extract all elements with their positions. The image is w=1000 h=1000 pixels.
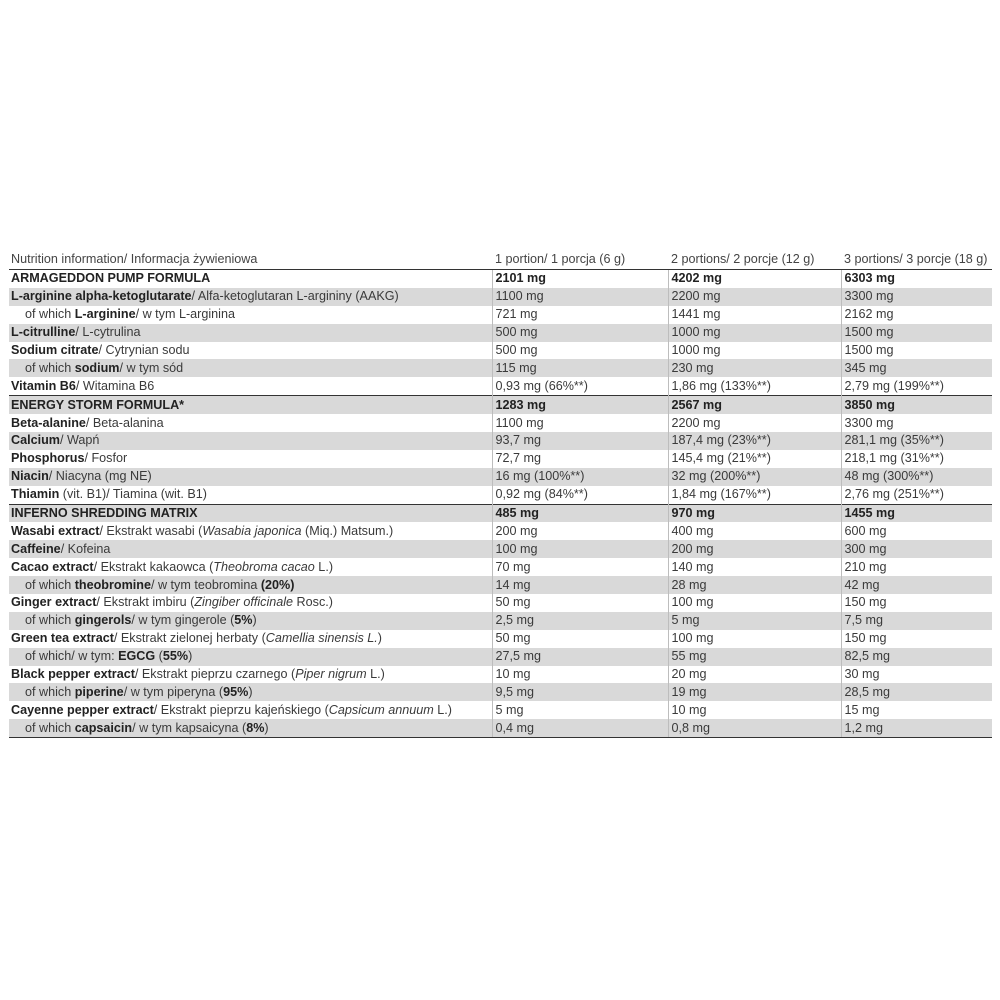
- value-2-portions: 20 mg: [668, 666, 841, 684]
- label-part: Ginger extract: [11, 595, 97, 610]
- value-3-portions: 345 mg: [841, 359, 992, 377]
- value-2-portions: 2567 mg: [668, 396, 841, 414]
- value-2-portions: 1000 mg: [668, 324, 841, 342]
- label-part: gingerols: [74, 613, 132, 628]
- ingredient-name: [9, 594, 492, 612]
- ingredient-label: [11, 379, 154, 393]
- table-row: [9, 342, 992, 360]
- label-part: (: [155, 649, 163, 664]
- ingredient-name: [9, 414, 492, 432]
- ingredient-label: [11, 578, 294, 593]
- table-row: [9, 432, 992, 450]
- ingredient-name: [9, 719, 492, 737]
- value-2-portions: 145,4 mg (21%**): [668, 450, 841, 468]
- ingredient-label: [11, 271, 210, 285]
- header-label: Nutrition information/ Informacja żywieniowa: [9, 245, 492, 270]
- label-part: / w tym kapsaicyna (: [132, 720, 247, 735]
- value-1-portion: 14 mg: [492, 576, 668, 594]
- label-part: / Ekstrakt wasabi (: [99, 523, 203, 538]
- ingredient-label: [11, 307, 235, 322]
- label-part: of which: [25, 720, 75, 735]
- value-1-portion: 50 mg: [492, 594, 668, 612]
- label-part: Piper nigrum: [295, 667, 367, 682]
- ingredient-name: [9, 306, 492, 324]
- label-part: / w tym teobromina: [150, 577, 261, 592]
- label-part: (Miq.) Matsum.): [301, 523, 394, 538]
- ingredient-label: [11, 703, 452, 717]
- value-2-portions: 0,8 mg: [668, 719, 841, 737]
- table-row: [9, 701, 992, 719]
- label-part: of which: [25, 684, 75, 699]
- ingredient-name: [9, 342, 492, 360]
- value-3-portions: 1455 mg: [841, 504, 992, 522]
- label-part: ): [248, 684, 253, 699]
- value-1-portion: 2101 mg: [492, 270, 668, 288]
- label-part: 95%: [223, 684, 249, 699]
- ingredient-name: [9, 648, 492, 666]
- label-part: L.): [366, 667, 385, 682]
- value-3-portions: 6303 mg: [841, 270, 992, 288]
- value-3-portions: 2,79 mg (199%**): [841, 377, 992, 395]
- value-3-portions: 2162 mg: [841, 306, 992, 324]
- label-part: of which: [25, 577, 75, 592]
- value-1-portion: 200 mg: [492, 522, 668, 540]
- label-part: / Kofeina: [60, 541, 111, 556]
- header-3-portions: 3 portions/ 3 porcje (18 g): [841, 245, 992, 270]
- ingredient-label: [11, 416, 164, 430]
- label-part: Sodium citrate: [11, 343, 99, 357]
- value-2-portions: 4202 mg: [668, 270, 841, 288]
- value-2-portions: 1000 mg: [668, 342, 841, 360]
- value-1-portion: 100 mg: [492, 540, 668, 558]
- table-row: [9, 414, 992, 432]
- value-3-portions: 218,1 mg (31%**): [841, 450, 992, 468]
- section-row: [9, 396, 992, 414]
- label-part: Calcium: [11, 433, 60, 448]
- value-3-portions: 3300 mg: [841, 414, 992, 432]
- table-row: [9, 683, 992, 701]
- value-2-portions: 1,84 mg (167%**): [668, 486, 841, 504]
- table-row: [9, 377, 992, 395]
- label-part: 55%: [162, 649, 189, 664]
- value-1-portion: 500 mg: [492, 324, 668, 342]
- label-part: / Ekstrakt pieprzu czarnego (: [134, 667, 296, 682]
- label-part: Niacin: [11, 469, 49, 484]
- value-1-portion: 0,93 mg (66%**): [492, 377, 668, 395]
- label-part: L.): [433, 702, 452, 717]
- ingredient-label: [11, 613, 257, 628]
- label-part: Phosphorus: [11, 451, 85, 466]
- label-part: of which/ w tym:: [25, 649, 119, 664]
- table-row: [9, 630, 992, 648]
- label-part: piperine: [74, 684, 124, 699]
- label-part: Thiamin: [11, 487, 60, 502]
- value-2-portions: 28 mg: [668, 576, 841, 594]
- ingredient-label: [11, 721, 269, 736]
- value-2-portions: 55 mg: [668, 648, 841, 666]
- label-part: Beta-alanine: [11, 415, 86, 430]
- ingredient-label: [11, 451, 127, 465]
- label-part: / Beta-alanina: [85, 415, 164, 430]
- header-2-portions: 2 portions/ 2 porcje (12 g): [668, 245, 841, 270]
- value-1-portion: 721 mg: [492, 306, 668, 324]
- ingredient-label: [11, 506, 198, 520]
- ingredient-label: [11, 667, 385, 681]
- table-row: [9, 576, 992, 594]
- value-1-portion: 0,4 mg: [492, 719, 668, 737]
- ingredient-name: [9, 701, 492, 719]
- label-part: Cacao extract: [11, 559, 94, 574]
- value-1-portion: 9,5 mg: [492, 683, 668, 701]
- label-part: L.): [314, 559, 334, 574]
- value-1-portion: 2,5 mg: [492, 612, 668, 630]
- label-part: / Alfa-ketoglutaran L-argininy (AAKG): [191, 289, 399, 304]
- label-part: / w tym sód: [119, 360, 184, 375]
- section-row: [9, 504, 992, 522]
- value-1-portion: 1283 mg: [492, 396, 668, 414]
- label-part: / w tym piperyna (: [123, 684, 224, 699]
- label-part: L-arginine alpha-ketoglutarate: [11, 289, 192, 304]
- value-1-portion: 72,7 mg: [492, 450, 668, 468]
- label-part: Camellia sinensis L.: [265, 631, 378, 646]
- label-part: Theobroma cacao: [213, 559, 315, 574]
- table-header-row: [9, 245, 992, 270]
- label-part: / Fosfor: [84, 451, 128, 466]
- label-part: Black pepper extract: [11, 667, 135, 682]
- value-1-portion: 485 mg: [492, 504, 668, 522]
- label-part: / Ekstrakt kakaowca (: [93, 559, 214, 574]
- value-3-portions: 7,5 mg: [841, 612, 992, 630]
- value-3-portions: 15 mg: [841, 701, 992, 719]
- value-3-portions: 82,5 mg: [841, 648, 992, 666]
- value-1-portion: 93,7 mg: [492, 432, 668, 450]
- label-part: Cayenne pepper extract: [11, 702, 154, 717]
- ingredient-name: [9, 468, 492, 486]
- value-3-portions: 1500 mg: [841, 342, 992, 360]
- ingredient-name: [9, 359, 492, 377]
- ingredient-label: [11, 685, 253, 700]
- value-1-portion: 1100 mg: [492, 288, 668, 306]
- value-3-portions: 42 mg: [841, 576, 992, 594]
- ingredient-label: [11, 469, 152, 483]
- value-2-portions: 32 mg (200%**): [668, 468, 841, 486]
- label-part: ARMAGEDDON PUMP FORMULA: [11, 271, 211, 286]
- table-row: [9, 648, 992, 666]
- label-part: capsaicin: [74, 720, 133, 735]
- ingredient-name: [9, 576, 492, 594]
- value-2-portions: 100 mg: [668, 630, 841, 648]
- label-part: Vitamin B6: [11, 378, 76, 393]
- ingredient-name: [9, 683, 492, 701]
- value-3-portions: 281,1 mg (35%**): [841, 432, 992, 450]
- value-3-portions: 210 mg: [841, 558, 992, 576]
- label-part: ): [264, 720, 269, 735]
- table-row: [9, 594, 992, 612]
- value-2-portions: 2200 mg: [668, 288, 841, 306]
- ingredient-label: [11, 560, 333, 574]
- ingredient-name: [9, 396, 492, 414]
- label-part: (20%): [260, 577, 295, 592]
- ingredient-name: [9, 666, 492, 684]
- value-2-portions: 400 mg: [668, 522, 841, 540]
- label-part: / Witamina B6: [75, 378, 155, 393]
- label-part: (vit. B1)/ Tiamina (wit. B1): [59, 487, 207, 502]
- label-part: Wasabi extract: [11, 523, 100, 538]
- value-3-portions: 3850 mg: [841, 396, 992, 414]
- value-1-portion: 16 mg (100%**): [492, 468, 668, 486]
- ingredient-label: [11, 343, 189, 357]
- ingredient-name: [9, 522, 492, 540]
- value-2-portions: 200 mg: [668, 540, 841, 558]
- value-1-portion: 115 mg: [492, 359, 668, 377]
- table-row: [9, 522, 992, 540]
- ingredient-label: [11, 524, 393, 538]
- label-part: ): [188, 649, 193, 664]
- section-row: [9, 270, 992, 288]
- table-row: [9, 486, 992, 504]
- value-2-portions: 970 mg: [668, 504, 841, 522]
- label-part: of which: [25, 613, 75, 628]
- value-3-portions: 150 mg: [841, 594, 992, 612]
- value-1-portion: 10 mg: [492, 666, 668, 684]
- label-part: / w tym L-arginina: [135, 307, 235, 322]
- label-part: Zingiber officinale: [194, 595, 294, 610]
- ingredient-label: [11, 361, 183, 376]
- value-3-portions: 48 mg (300%**): [841, 468, 992, 486]
- ingredient-name: [9, 486, 492, 504]
- label-part: / Ekstrakt imbiru (: [96, 595, 195, 610]
- nutrition-table-body: [9, 245, 992, 738]
- value-1-portion: 0,92 mg (84%**): [492, 486, 668, 504]
- value-3-portions: 2,76 mg (251%**): [841, 486, 992, 504]
- value-3-portions: 28,5 mg: [841, 683, 992, 701]
- value-1-portion: 50 mg: [492, 630, 668, 648]
- value-2-portions: 230 mg: [668, 359, 841, 377]
- label-part: 5%: [234, 613, 253, 628]
- label-part: / Wapń: [60, 433, 100, 448]
- label-part: ): [377, 631, 382, 646]
- ingredient-label: [11, 433, 99, 447]
- label-part: / Niacyna (mg NE): [48, 469, 152, 484]
- value-2-portions: 5 mg: [668, 612, 841, 630]
- value-3-portions: 3300 mg: [841, 288, 992, 306]
- header-1-portion: 1 portion/ 1 porcja (6 g): [492, 245, 668, 270]
- ingredient-label: [11, 595, 333, 609]
- label-part: Capsicum annuum: [328, 702, 434, 717]
- value-1-portion: 27,5 mg: [492, 648, 668, 666]
- value-3-portions: 30 mg: [841, 666, 992, 684]
- nutrition-table: [9, 245, 992, 738]
- label-part: Wasabia japonica: [202, 523, 302, 538]
- ingredient-label: [11, 398, 184, 412]
- value-2-portions: 187,4 mg (23%**): [668, 432, 841, 450]
- table-row: [9, 612, 992, 630]
- value-3-portions: 1,2 mg: [841, 719, 992, 737]
- ingredient-name: [9, 558, 492, 576]
- value-2-portions: 10 mg: [668, 701, 841, 719]
- table-row: [9, 288, 992, 306]
- ingredient-label: [11, 487, 207, 501]
- value-3-portions: 150 mg: [841, 630, 992, 648]
- value-1-portion: 5 mg: [492, 701, 668, 719]
- label-part: / Cytrynian sodu: [98, 343, 190, 357]
- table-row: [9, 719, 992, 737]
- table-row: [9, 666, 992, 684]
- label-part: L-arginine: [74, 307, 136, 322]
- label-part: Caffeine: [11, 541, 61, 556]
- value-3-portions: 1500 mg: [841, 324, 992, 342]
- label-part: INFERNO SHREDDING MATRIX: [11, 506, 198, 521]
- label-part: Rosc.): [293, 595, 333, 610]
- value-1-portion: 1100 mg: [492, 414, 668, 432]
- value-1-portion: 70 mg: [492, 558, 668, 576]
- ingredient-name: [9, 504, 492, 522]
- table-row: [9, 359, 992, 377]
- ingredient-name: [9, 270, 492, 288]
- value-2-portions: 2200 mg: [668, 414, 841, 432]
- label-part: / Ekstrakt pieprzu kajeńskiego (: [153, 702, 329, 717]
- value-3-portions: 300 mg: [841, 540, 992, 558]
- table-row: [9, 468, 992, 486]
- value-2-portions: 19 mg: [668, 683, 841, 701]
- ingredient-name: [9, 450, 492, 468]
- value-2-portions: 1441 mg: [668, 306, 841, 324]
- ingredient-name: [9, 324, 492, 342]
- label-part: EGCG: [118, 649, 156, 664]
- ingredient-label: [11, 289, 399, 303]
- label-part: theobromine: [74, 577, 151, 592]
- ingredient-name: [9, 377, 492, 395]
- ingredient-name: [9, 540, 492, 558]
- value-1-portion: 500 mg: [492, 342, 668, 360]
- label-part: / w tym gingerole (: [131, 613, 235, 628]
- label-part: of which: [25, 307, 75, 322]
- label-part: sodium: [74, 360, 120, 375]
- label-part: ENERGY STORM FORMULA*: [11, 397, 185, 412]
- ingredient-label: [11, 649, 192, 664]
- ingredient-label: [11, 631, 382, 645]
- value-3-portions: 600 mg: [841, 522, 992, 540]
- table-row: [9, 450, 992, 468]
- table-row: [9, 306, 992, 324]
- ingredient-name: [9, 630, 492, 648]
- table-row: [9, 540, 992, 558]
- ingredient-label: [11, 542, 110, 556]
- label-part: Green tea extract: [11, 631, 114, 646]
- label-part: ): [252, 613, 257, 628]
- table-row: [9, 324, 992, 342]
- ingredient-name: [9, 612, 492, 630]
- table-row: [9, 558, 992, 576]
- label-part: 8%: [246, 720, 265, 735]
- ingredient-name: [9, 288, 492, 306]
- ingredient-label: [11, 325, 140, 339]
- label-part: of which: [25, 360, 75, 375]
- label-part: L-citrulline: [11, 325, 76, 340]
- label-part: / L-cytrulina: [75, 325, 141, 340]
- value-2-portions: 1,86 mg (133%**): [668, 377, 841, 395]
- label-part: / Ekstrakt zielonej herbaty (: [113, 631, 266, 646]
- value-2-portions: 140 mg: [668, 558, 841, 576]
- ingredient-name: [9, 432, 492, 450]
- value-2-portions: 100 mg: [668, 594, 841, 612]
